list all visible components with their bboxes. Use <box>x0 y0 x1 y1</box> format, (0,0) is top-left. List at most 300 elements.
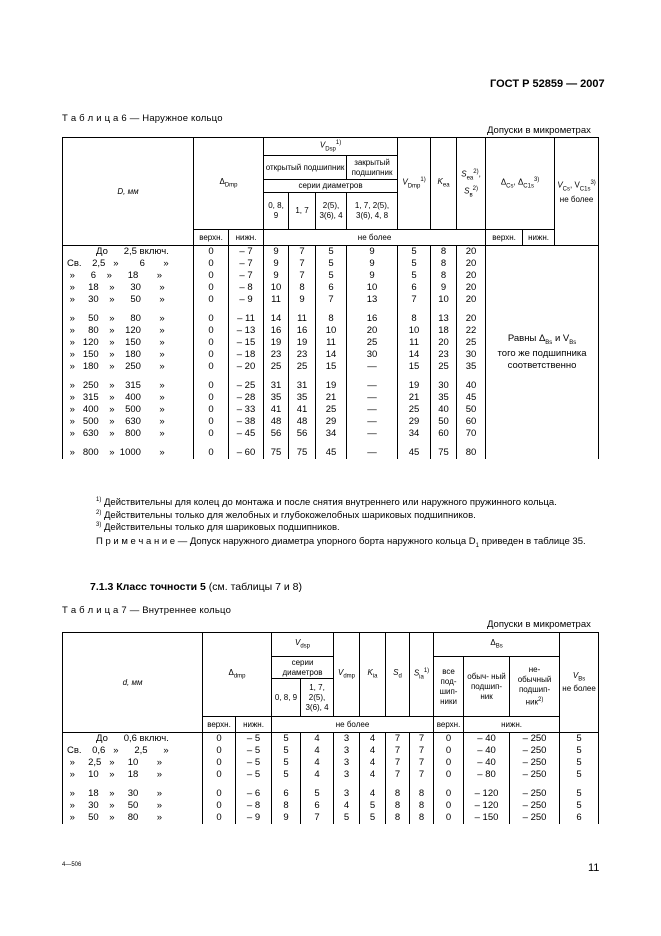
t6-cell-h: 20 <box>457 246 486 259</box>
t7-cell-n: – 40 <box>464 733 510 746</box>
t6-gap-cell <box>229 373 264 380</box>
t6-cell-lo: – 33 <box>229 404 264 416</box>
t6-cell-e: 9 <box>347 258 398 270</box>
t6-cell-e: 30 <box>347 349 398 361</box>
table7-units-note: Допуски в микрометрах <box>487 619 591 630</box>
t7-row <box>63 733 599 746</box>
t6-cell-d: » 6 » 18 » <box>63 270 194 282</box>
t7-row <box>63 788 599 800</box>
t7-cell-c: 5 <box>334 812 360 824</box>
t6-cell-up: 0 <box>194 313 229 325</box>
t7-cell-v: 5 <box>560 800 599 812</box>
t7-cell-v: 5 <box>560 788 599 800</box>
table6-caption-title: — Наружное кольцо <box>126 113 223 124</box>
t6-col-dcs: $\Delta_{Cs}$, $\Delta_{C1s}^{3)}$ <box>486 138 555 230</box>
t6-cell-f: 15 <box>398 361 431 373</box>
t7-lower2: нижн. <box>464 717 560 733</box>
t6-cell-up: 0 <box>194 258 229 270</box>
t7-cell-b: 4 <box>301 745 334 757</box>
t6-cell-up: 0 <box>194 294 229 306</box>
t7-cell-lo: – 9 <box>236 812 272 824</box>
t6-cell-c: 11 <box>316 337 347 349</box>
t7-cell-a: 9 <box>272 812 301 824</box>
t6-cell-lo: – 15 <box>229 337 264 349</box>
t6-cell-f: 5 <box>398 270 431 282</box>
t6-footnote-1: $^{1)}$ Действительны для колец до монтажа и после снятия внутреннего или наружного пружинного кольца. <box>96 497 557 509</box>
t6-cell-e: 9 <box>347 246 398 259</box>
t7-cell-c: 3 <box>334 788 360 800</box>
t6-cell-d: » 80 » 120 » <box>63 325 194 337</box>
t6-cell-e: 20 <box>347 325 398 337</box>
t6-cell-up: 0 <box>194 337 229 349</box>
t7-cell-n: – 80 <box>464 769 510 781</box>
t7-cell-b: 4 <box>301 769 334 781</box>
t6-col-sea: $S_{ea}^{2)}$, $S_в^{2)}$ <box>457 138 486 230</box>
t7-cell-a: 5 <box>272 733 301 746</box>
t7-gap-cell <box>334 781 360 788</box>
t6-cell-up: 0 <box>194 380 229 392</box>
t6-cell-d: » 18 » 30 » <box>63 282 194 294</box>
t6-cell-a: 9 <box>264 246 289 259</box>
t7-series: серии диаметров <box>272 657 334 679</box>
t7-col-vdsp: $V_{dsp}$ <box>272 633 334 657</box>
t6-note: П р и м е ч а н и е — Допуск наружного диаметра упорного борта наружного кольца $D_1$ приведен в таблице 35. <box>96 536 586 549</box>
t7-cell-e: 4 <box>360 788 386 800</box>
t7-special: не- обычный подшип- ник$^{2)}$ <box>510 657 560 717</box>
table7-caption-prefix: Т а б л и ц а 7 <box>62 605 127 616</box>
t6-cell-g: 20 <box>431 337 457 349</box>
t6-cell-g: 9 <box>431 282 457 294</box>
t6-merged-text-3: того же подшипника соответственно <box>497 348 587 372</box>
t7-col-dmp: $\Delta_{dmp}$ <box>203 633 272 717</box>
t7-cell-e: 4 <box>360 769 386 781</box>
t6-cell-up: 0 <box>194 416 229 428</box>
t6-col-vdmp: $V_{Dmp}^{1)}$ <box>398 138 431 230</box>
t7-cell-v: 6 <box>560 812 599 824</box>
t6-cell-e: 25 <box>347 337 398 349</box>
t7-cell-e: 5 <box>360 812 386 824</box>
t7-cell-b: 4 <box>301 757 334 769</box>
t7-cell-f: 8 <box>386 800 410 812</box>
t6-cell-g: 8 <box>431 270 457 282</box>
t6-cell-lo: – 7 <box>229 270 264 282</box>
t7-series-2: 1, 7, 2(5), 3(6), 4 <box>301 679 334 717</box>
t6-cell-lo: – 11 <box>229 313 264 325</box>
t6-cell-a: 35 <box>264 392 289 404</box>
t6-cell-lo: – 9 <box>229 294 264 306</box>
t6-cell-lo: – 7 <box>229 258 264 270</box>
t6-cell-f: 6 <box>398 282 431 294</box>
t6-series-2: 1, 7 <box>289 193 316 230</box>
t6-gap-cell <box>347 306 398 313</box>
t7-cell-b: 4 <box>301 733 334 746</box>
t6-cell-a: 25 <box>264 361 289 373</box>
t6-cell-c: 19 <box>316 380 347 392</box>
t7-lower: нижн. <box>236 717 272 733</box>
t6-cell-f: 29 <box>398 416 431 428</box>
t6-cell-d: Св. 2,5 » 6 » <box>63 258 194 270</box>
t7-cell-f: 7 <box>386 769 410 781</box>
t6-upper2: верхн. <box>486 230 523 246</box>
t6-gap-cell <box>289 373 316 380</box>
t6-gap-cell <box>264 306 289 313</box>
t6-cell-b: 31 <box>289 380 316 392</box>
t7-row <box>63 812 599 824</box>
t6-cell-a: 56 <box>264 428 289 440</box>
t6-cell-c: 25 <box>316 404 347 416</box>
t6-cell-g: 10 <box>431 294 457 306</box>
t7-col-vbs: $V_{Bs}$ не более <box>560 633 599 733</box>
t6-cell-g: 25 <box>431 361 457 373</box>
t7-cell-c: 3 <box>334 757 360 769</box>
t6-lower: нижн. <box>229 230 264 246</box>
t6-cell-a: 14 <box>264 313 289 325</box>
t7-cell-up: 0 <box>203 800 236 812</box>
t6-cell-g: 8 <box>431 258 457 270</box>
t7-cell-u: 0 <box>434 800 464 812</box>
t7-cell-up: 0 <box>203 733 236 746</box>
t7-cell-u: 0 <box>434 788 464 800</box>
t6-cell-f: 19 <box>398 380 431 392</box>
t7-cell-f: 8 <box>386 812 410 824</box>
t6-cell-a: 41 <box>264 404 289 416</box>
t6-cell-d: До 2,5 включ. <box>63 246 194 259</box>
t6-cell-f: 21 <box>398 392 431 404</box>
t6-cell-c: 8 <box>316 313 347 325</box>
t7-upper2: верхн. <box>434 717 464 733</box>
t7-cell-d: » 18 » 30 » <box>63 788 203 800</box>
t6-cell-up: 0 <box>194 270 229 282</box>
t6-gap-cell <box>457 373 486 380</box>
t7-cell-b: 7 <box>301 812 334 824</box>
t7-cell-d: Св. 0,6 » 2,5 » <box>63 745 203 757</box>
t7-row <box>63 757 599 769</box>
t7-cell-s: – 250 <box>510 769 560 781</box>
t6-cell-d: » 180 » 250 » <box>63 361 194 373</box>
t6-cell-e: — <box>347 447 398 459</box>
t6-col-dmp: $\Delta_{Dmp}$ <box>194 138 264 230</box>
t6-cell-f: 5 <box>398 246 431 259</box>
t7-cell-e: 4 <box>360 745 386 757</box>
t6-cell-d: » 500 » 630 » <box>63 416 194 428</box>
t6-cell-lo: – 7 <box>229 246 264 259</box>
t7-cell-up: 0 <box>203 812 236 824</box>
t6-gap-cell <box>194 306 229 313</box>
t6-cell-a: 31 <box>264 380 289 392</box>
t6-closed-bearing: закрытый подшипник <box>347 156 398 180</box>
t7-gap-cell <box>203 781 236 788</box>
t6-gap-cell <box>229 306 264 313</box>
t6-cell-lo: – 8 <box>229 282 264 294</box>
t6-cell-e: 13 <box>347 294 398 306</box>
t6-cell-lo: – 45 <box>229 428 264 440</box>
t6-cell-a: 75 <box>264 447 289 459</box>
t7-col-sia: $S_{ia}^{1)}$ <box>410 633 434 717</box>
t7-series-1: 0, 8, 9 <box>272 679 301 717</box>
table6 <box>62 137 599 459</box>
t6-cell-h: 25 <box>457 337 486 349</box>
t6-cell-up: 0 <box>194 447 229 459</box>
t6-cell-h: 80 <box>457 447 486 459</box>
t6-cell-b: 56 <box>289 428 316 440</box>
t6-cell-e: — <box>347 361 398 373</box>
t7-gap-cell <box>360 781 386 788</box>
t7-cell-up: 0 <box>203 745 236 757</box>
t6-gap-cell <box>398 373 431 380</box>
t7-gap-cell <box>434 781 464 788</box>
t7-cell-u: 0 <box>434 812 464 824</box>
t7-col-d: d, мм <box>63 633 203 733</box>
t6-cell-lo: – 25 <box>229 380 264 392</box>
t6-gap-cell <box>194 440 229 447</box>
t7-cell-a: 5 <box>272 769 301 781</box>
t6-gap-cell <box>347 440 398 447</box>
t6-gap-cell <box>431 306 457 313</box>
t6-col-vdsp: $V_{Dsp}^{1)}$ <box>264 138 398 156</box>
t6-notmore: не более <box>264 230 486 246</box>
t7-cell-g: 8 <box>410 812 434 824</box>
t6-gap-cell <box>431 440 457 447</box>
t6-cell-h: 22 <box>457 325 486 337</box>
t6-col-d: D, мм <box>63 138 194 246</box>
t7-cell-g: 8 <box>410 800 434 812</box>
t7-cell-lo: – 5 <box>236 745 272 757</box>
t6-cell-b: 23 <box>289 349 316 361</box>
t6-cell-h: 45 <box>457 392 486 404</box>
t7-cell-v: 5 <box>560 733 599 746</box>
t6-cell-e: 10 <box>347 282 398 294</box>
t6-cell-up: 0 <box>194 325 229 337</box>
t6-cell-a: 11 <box>264 294 289 306</box>
table6-caption <box>62 113 223 124</box>
t6-gap-cell <box>63 440 194 447</box>
t6-cell-lo: – 20 <box>229 361 264 373</box>
t7-gap-cell <box>386 781 410 788</box>
t6-cell-a: 48 <box>264 416 289 428</box>
t6-cell-e: — <box>347 380 398 392</box>
t6-series: серии диаметров <box>264 180 398 193</box>
t6-cell-b: 41 <box>289 404 316 416</box>
t7-all: все под- шип- ники <box>434 657 464 717</box>
t6-col-vcs: $V_{Cs}$, $V_{C1s}^{3)}$ не более <box>555 138 599 246</box>
t7-cell-n: – 120 <box>464 800 510 812</box>
standard-number: ГОСТ Р 52859 — 2007 <box>490 78 605 90</box>
t6-cell-d: » 800 » 1000 » <box>63 447 194 459</box>
t6-cell-a: 16 <box>264 325 289 337</box>
t6-cell-b: 8 <box>289 282 316 294</box>
t6-cell-h: 70 <box>457 428 486 440</box>
t6-cell-a: 19 <box>264 337 289 349</box>
t6-cell-d: » 250 » 315 » <box>63 380 194 392</box>
t7-cell-e: 4 <box>360 757 386 769</box>
t6-gap-cell <box>289 306 316 313</box>
t7-cell-d: » 2,5 » 10 » <box>63 757 203 769</box>
table6-units-note: Допуски в микрометрах <box>487 125 591 136</box>
t6-lower2: нижн. <box>523 230 555 246</box>
t6-cell-c: 5 <box>316 246 347 259</box>
t6-merged-sub-2: Bs <box>569 339 577 346</box>
t6-cell-c: 7 <box>316 294 347 306</box>
t7-cell-e: 5 <box>360 800 386 812</box>
t6-cell-e: — <box>347 404 398 416</box>
t6-cell-g: 23 <box>431 349 457 361</box>
t6-gap-cell <box>289 440 316 447</box>
t7-cell-f: 8 <box>386 788 410 800</box>
footer-code: 4—506 <box>62 862 82 868</box>
t6-cell-f: 7 <box>398 294 431 306</box>
t7-gap-cell <box>410 781 434 788</box>
t7-row <box>63 781 599 788</box>
t6-cell-h: 20 <box>457 270 486 282</box>
t6-cell-h: 60 <box>457 416 486 428</box>
t6-cell-d: » 50 » 80 » <box>63 313 194 325</box>
t7-cell-s: – 250 <box>510 745 560 757</box>
t7-cell-lo: – 5 <box>236 757 272 769</box>
t7-row <box>63 800 599 812</box>
t6-gap-cell <box>63 373 194 380</box>
t6-gap-cell <box>264 373 289 380</box>
t6-cell-c: 45 <box>316 447 347 459</box>
t7-row <box>63 745 599 757</box>
t6-cell-b: 25 <box>289 361 316 373</box>
t7-cell-u: 0 <box>434 769 464 781</box>
t6-gap-cell <box>347 373 398 380</box>
t6-cell-up: 0 <box>194 392 229 404</box>
t7-cell-up: 0 <box>203 769 236 781</box>
t7-cell-d: » 10 » 18 » <box>63 769 203 781</box>
t6-cell-c: 14 <box>316 349 347 361</box>
t6-cell-lo: – 28 <box>229 392 264 404</box>
t7-cell-s: – 250 <box>510 733 560 746</box>
t7-cell-b: 6 <box>301 800 334 812</box>
t6-gap-cell <box>398 440 431 447</box>
t6-cell-g: 35 <box>431 392 457 404</box>
t6-cell-e: — <box>347 428 398 440</box>
t6-cell-lo: – 18 <box>229 349 264 361</box>
t7-cell-d: » 50 » 80 » <box>63 812 203 824</box>
t7-cell-d: До 0,6 включ. <box>63 733 203 746</box>
t6-cell-b: 19 <box>289 337 316 349</box>
t7-cell-n: – 40 <box>464 757 510 769</box>
t7-cell-e: 4 <box>360 733 386 746</box>
t7-cell-lo: – 5 <box>236 769 272 781</box>
t6-cell-up: 0 <box>194 282 229 294</box>
t6-cell-h: 35 <box>457 361 486 373</box>
t6-cell-f: 5 <box>398 258 431 270</box>
table7-caption-title: — Внутреннее кольцо <box>126 605 232 616</box>
t7-notmore: не более <box>272 717 434 733</box>
t7-gap-cell <box>301 781 334 788</box>
t7-cell-f: 7 <box>386 757 410 769</box>
t6-cell-g: 50 <box>431 416 457 428</box>
t6-gap-cell <box>63 306 194 313</box>
t6-gap-cell <box>398 306 431 313</box>
t7-cell-lo: – 8 <box>236 800 272 812</box>
t6-cell-h: 50 <box>457 404 486 416</box>
t6-cell-up: 0 <box>194 404 229 416</box>
t7-col-dbs: $\Delta_{Bs}$ <box>434 633 560 657</box>
t6-gap-cell <box>316 306 347 313</box>
t7-cell-f: 7 <box>386 745 410 757</box>
t6-cell-g: 30 <box>431 380 457 392</box>
t6-cell-f: 25 <box>398 404 431 416</box>
t6-cell-d: » 150 » 180 » <box>63 349 194 361</box>
t6-cell-f: 10 <box>398 325 431 337</box>
t7-cell-c: 3 <box>334 769 360 781</box>
t7-cell-g: 7 <box>410 769 434 781</box>
t6-cell-c: 6 <box>316 282 347 294</box>
t6-cell-d: » 400 » 500 » <box>63 404 194 416</box>
t7-gap-cell <box>63 781 203 788</box>
t6-cell-g: 40 <box>431 404 457 416</box>
t6-cell-a: 9 <box>264 258 289 270</box>
t7-cell-b: 5 <box>301 788 334 800</box>
t7-cell-v: 5 <box>560 757 599 769</box>
t7-gap-cell <box>464 781 510 788</box>
t7-cell-a: 5 <box>272 757 301 769</box>
t6-cell-b: 7 <box>289 246 316 259</box>
t6-merged-text-2: и V <box>552 332 570 344</box>
t7-cell-s: – 250 <box>510 800 560 812</box>
t6-cell-e: 16 <box>347 313 398 325</box>
t6-merged-note <box>486 246 599 460</box>
t7-cell-u: 0 <box>434 757 464 769</box>
t6-cell-lo: – 60 <box>229 447 264 459</box>
t6-cell-g: 75 <box>431 447 457 459</box>
t6-cell-b: 9 <box>289 294 316 306</box>
t6-cell-g: 8 <box>431 246 457 259</box>
t7-cell-a: 5 <box>272 745 301 757</box>
page-number: 11 <box>588 862 600 874</box>
t6-cell-b: 75 <box>289 447 316 459</box>
t7-cell-f: 7 <box>386 733 410 746</box>
t7-cell-up: 0 <box>203 757 236 769</box>
t7-cell-n: – 150 <box>464 812 510 824</box>
t6-cell-up: 0 <box>194 361 229 373</box>
table7-caption <box>62 605 231 616</box>
t7-cell-s: – 250 <box>510 757 560 769</box>
t6-merged-sub-1: Bs <box>545 339 553 346</box>
t6-gap-cell <box>316 440 347 447</box>
t6-row <box>63 246 599 259</box>
t6-cell-h: 30 <box>457 349 486 361</box>
t7-row <box>63 769 599 781</box>
t7-col-kia: $K_{ia}$ <box>360 633 386 717</box>
t6-cell-lo: – 13 <box>229 325 264 337</box>
t6-cell-d: » 30 » 50 » <box>63 294 194 306</box>
t6-cell-b: 16 <box>289 325 316 337</box>
t6-footnote-3: $^{3)}$ Действительны только для шариковых подшипников. <box>96 522 340 534</box>
t7-upper: верхн. <box>203 717 236 733</box>
t6-cell-f: 8 <box>398 313 431 325</box>
t7-cell-a: 6 <box>272 788 301 800</box>
t6-cell-e: — <box>347 392 398 404</box>
t7-cell-c: 3 <box>334 745 360 757</box>
t6-merged-text-1: Равны Δ <box>507 332 546 344</box>
t7-cell-c: 3 <box>334 733 360 746</box>
t6-cell-c: 15 <box>316 361 347 373</box>
t7-gap-cell <box>236 781 272 788</box>
t7-cell-n: – 120 <box>464 788 510 800</box>
t7-cell-u: 0 <box>434 733 464 746</box>
t6-cell-lo: – 38 <box>229 416 264 428</box>
t7-cell-v: 5 <box>560 769 599 781</box>
section-7-1-3: 7.1.3 Класс точности 5 (см. таблицы 7 и 8) <box>90 581 302 593</box>
t6-gap-cell <box>194 373 229 380</box>
t6-cell-c: 34 <box>316 428 347 440</box>
t6-cell-a: 9 <box>264 270 289 282</box>
t6-cell-up: 0 <box>194 246 229 259</box>
